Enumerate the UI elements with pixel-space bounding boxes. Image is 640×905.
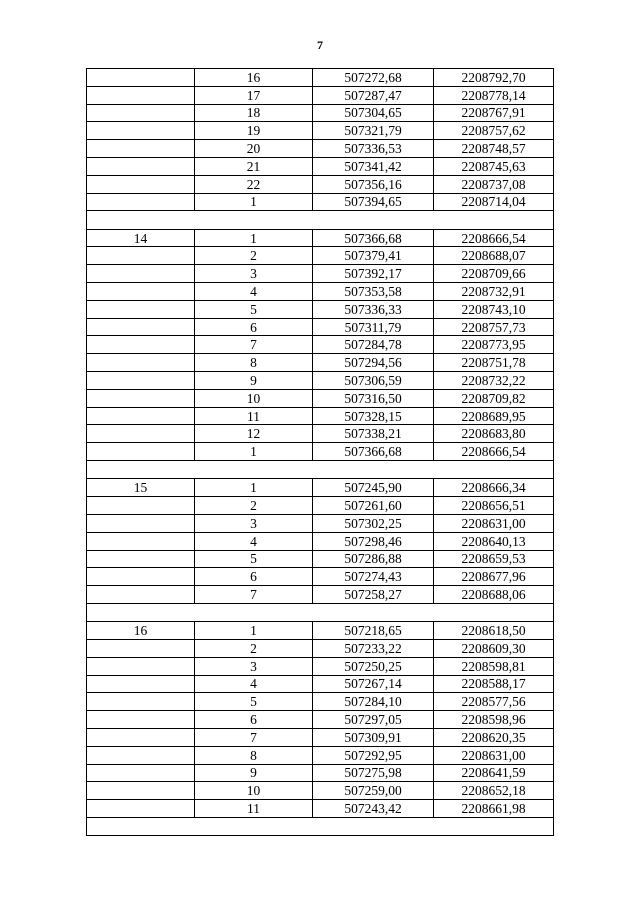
parcel-number-cell: [87, 532, 195, 550]
parcel-number-cell: [87, 372, 195, 390]
x-coordinate-cell: 507353,58: [313, 283, 434, 301]
parcel-number-cell: [87, 746, 195, 764]
y-coordinate-cell: 2208609,30: [434, 640, 554, 658]
point-number-cell: 16: [195, 69, 313, 87]
x-coordinate-cell: 507259,00: [313, 782, 434, 800]
x-coordinate-cell: 507316,50: [313, 389, 434, 407]
point-number-cell: 3: [195, 657, 313, 675]
x-coordinate-cell: 507328,15: [313, 407, 434, 425]
x-coordinate-cell: 507274,43: [313, 568, 434, 586]
table-row: [87, 354, 554, 372]
parcel-number-cell: [87, 693, 195, 711]
x-coordinate-cell: 507309,91: [313, 728, 434, 746]
point-number-cell: 20: [195, 140, 313, 158]
coordinates-table: [86, 68, 554, 836]
point-number-cell: 11: [195, 800, 313, 818]
table-row: [87, 675, 554, 693]
point-number-cell: 7: [195, 728, 313, 746]
x-coordinate-cell: 507311,79: [313, 318, 434, 336]
parcel-number-cell: 15: [87, 479, 195, 497]
table-row: [87, 389, 554, 407]
x-coordinate-cell: 507356,16: [313, 175, 434, 193]
parcel-number-cell: [87, 568, 195, 586]
table-row: [87, 622, 554, 640]
y-coordinate-cell: 2208577,56: [434, 693, 554, 711]
group-separator-row: [87, 603, 554, 621]
group-separator-row: [87, 461, 554, 479]
point-number-cell: 21: [195, 157, 313, 175]
x-coordinate-cell: 507250,25: [313, 657, 434, 675]
x-coordinate-cell: 507284,10: [313, 693, 434, 711]
parcel-number-cell: [87, 300, 195, 318]
x-coordinate-cell: 507392,17: [313, 265, 434, 283]
x-coordinate-cell: 507321,79: [313, 122, 434, 140]
x-coordinate-cell: 507272,68: [313, 69, 434, 87]
x-coordinate-cell: 507286,88: [313, 550, 434, 568]
x-coordinate-cell: 507294,56: [313, 354, 434, 372]
point-number-cell: 4: [195, 283, 313, 301]
point-number-cell: 6: [195, 318, 313, 336]
table-row: [87, 746, 554, 764]
point-number-cell: 7: [195, 336, 313, 354]
separator-cell: [87, 461, 554, 479]
y-coordinate-cell: 2208641,59: [434, 764, 554, 782]
y-coordinate-cell: 2208640,13: [434, 532, 554, 550]
page-number: 7: [317, 38, 323, 52]
x-coordinate-cell: 507336,53: [313, 140, 434, 158]
point-number-cell: 7: [195, 586, 313, 604]
x-coordinate-cell: 507292,95: [313, 746, 434, 764]
y-coordinate-cell: 2208666,34: [434, 479, 554, 497]
table-row: [87, 479, 554, 497]
point-number-cell: 8: [195, 354, 313, 372]
parcel-number-cell: [87, 514, 195, 532]
parcel-number-cell: [87, 122, 195, 140]
x-coordinate-cell: 507379,41: [313, 247, 434, 265]
table-row: [87, 728, 554, 746]
parcel-number-cell: [87, 425, 195, 443]
x-coordinate-cell: 507284,78: [313, 336, 434, 354]
parcel-number-cell: [87, 657, 195, 675]
x-coordinate-cell: 507218,65: [313, 622, 434, 640]
table-row: [87, 711, 554, 729]
separator-cell: [87, 211, 554, 229]
x-coordinate-cell: 507245,90: [313, 479, 434, 497]
table-row: [87, 283, 554, 301]
y-coordinate-cell: 2208666,54: [434, 443, 554, 461]
point-number-cell: 3: [195, 265, 313, 283]
y-coordinate-cell: 2208656,51: [434, 497, 554, 515]
point-number-cell: 1: [195, 193, 313, 211]
x-coordinate-cell: 507275,98: [313, 764, 434, 782]
y-coordinate-cell: 2208666,54: [434, 229, 554, 247]
table-row: [87, 157, 554, 175]
y-coordinate-cell: 2208620,35: [434, 728, 554, 746]
point-number-cell: 1: [195, 622, 313, 640]
point-number-cell: 9: [195, 372, 313, 390]
y-coordinate-cell: 2208688,06: [434, 586, 554, 604]
x-coordinate-cell: 507287,47: [313, 86, 434, 104]
parcel-number-cell: [87, 86, 195, 104]
table-row: [87, 336, 554, 354]
point-number-cell: 1: [195, 443, 313, 461]
table-row: [87, 568, 554, 586]
y-coordinate-cell: 2208618,50: [434, 622, 554, 640]
point-number-cell: 2: [195, 640, 313, 658]
table-row: [87, 318, 554, 336]
y-coordinate-cell: 2208743,10: [434, 300, 554, 318]
y-coordinate-cell: 2208757,73: [434, 318, 554, 336]
point-number-cell: 5: [195, 693, 313, 711]
y-coordinate-cell: 2208683,80: [434, 425, 554, 443]
parcel-number-cell: [87, 443, 195, 461]
y-coordinate-cell: 2208709,66: [434, 265, 554, 283]
x-coordinate-cell: 507366,68: [313, 443, 434, 461]
y-coordinate-cell: 2208689,95: [434, 407, 554, 425]
table-row: [87, 229, 554, 247]
group-separator-row: [87, 211, 554, 229]
y-coordinate-cell: 2208745,63: [434, 157, 554, 175]
y-coordinate-cell: 2208661,98: [434, 800, 554, 818]
parcel-number-cell: 16: [87, 622, 195, 640]
y-coordinate-cell: 2208757,62: [434, 122, 554, 140]
point-number-cell: 4: [195, 532, 313, 550]
table-row: [87, 693, 554, 711]
table-row: [87, 193, 554, 211]
point-number-cell: 6: [195, 711, 313, 729]
table-row: [87, 265, 554, 283]
parcel-number-cell: [87, 318, 195, 336]
point-number-cell: 2: [195, 247, 313, 265]
parcel-number-cell: [87, 354, 195, 372]
parcel-number-cell: [87, 764, 195, 782]
point-number-cell: 6: [195, 568, 313, 586]
y-coordinate-cell: 2208709,82: [434, 389, 554, 407]
x-coordinate-cell: 507304,65: [313, 104, 434, 122]
y-coordinate-cell: 2208631,00: [434, 746, 554, 764]
table-row: [87, 782, 554, 800]
table-row: [87, 497, 554, 515]
point-number-cell: 17: [195, 86, 313, 104]
point-number-cell: 11: [195, 407, 313, 425]
parcel-number-cell: [87, 389, 195, 407]
table-row: [87, 443, 554, 461]
separator-cell: [87, 603, 554, 621]
table-row: [87, 640, 554, 658]
table-row: [87, 122, 554, 140]
parcel-number-cell: [87, 265, 195, 283]
table-row: [87, 175, 554, 193]
point-number-cell: 1: [195, 479, 313, 497]
x-coordinate-cell: 507338,21: [313, 425, 434, 443]
parcel-number-cell: [87, 550, 195, 568]
table-row: [87, 800, 554, 818]
y-coordinate-cell: 2208767,91: [434, 104, 554, 122]
point-number-cell: 8: [195, 746, 313, 764]
x-coordinate-cell: 507297,05: [313, 711, 434, 729]
y-coordinate-cell: 2208598,96: [434, 711, 554, 729]
table-row: [87, 657, 554, 675]
x-coordinate-cell: 507267,14: [313, 675, 434, 693]
x-coordinate-cell: 507394,65: [313, 193, 434, 211]
table-row: [87, 586, 554, 604]
parcel-number-cell: [87, 104, 195, 122]
point-number-cell: 10: [195, 389, 313, 407]
table-row: [87, 514, 554, 532]
x-coordinate-cell: 507233,22: [313, 640, 434, 658]
x-coordinate-cell: 507258,27: [313, 586, 434, 604]
point-number-cell: 18: [195, 104, 313, 122]
parcel-number-cell: [87, 711, 195, 729]
y-coordinate-cell: 2208688,07: [434, 247, 554, 265]
y-coordinate-cell: 2208732,22: [434, 372, 554, 390]
y-coordinate-cell: 2208737,08: [434, 175, 554, 193]
y-coordinate-cell: 2208588,17: [434, 675, 554, 693]
coordinates-table-body: [87, 69, 554, 836]
y-coordinate-cell: 2208773,95: [434, 336, 554, 354]
parcel-number-cell: [87, 497, 195, 515]
parcel-number-cell: [87, 247, 195, 265]
parcel-number-cell: [87, 800, 195, 818]
y-coordinate-cell: 2208598,81: [434, 657, 554, 675]
point-number-cell: 5: [195, 550, 313, 568]
table-row: [87, 532, 554, 550]
parcel-number-cell: [87, 283, 195, 301]
point-number-cell: 5: [195, 300, 313, 318]
table-row: [87, 372, 554, 390]
point-number-cell: 22: [195, 175, 313, 193]
y-coordinate-cell: 2208732,91: [434, 283, 554, 301]
point-number-cell: 10: [195, 782, 313, 800]
y-coordinate-cell: 2208652,18: [434, 782, 554, 800]
y-coordinate-cell: 2208792,70: [434, 69, 554, 87]
parcel-number-cell: [87, 728, 195, 746]
x-coordinate-cell: 507336,33: [313, 300, 434, 318]
y-coordinate-cell: 2208714,04: [434, 193, 554, 211]
parcel-number-cell: [87, 157, 195, 175]
x-coordinate-cell: 507366,68: [313, 229, 434, 247]
point-number-cell: 3: [195, 514, 313, 532]
parcel-number-cell: 14: [87, 229, 195, 247]
table-row: [87, 247, 554, 265]
parcel-number-cell: [87, 407, 195, 425]
y-coordinate-cell: 2208677,96: [434, 568, 554, 586]
parcel-number-cell: [87, 675, 195, 693]
table-row: [87, 764, 554, 782]
point-number-cell: 1: [195, 229, 313, 247]
point-number-cell: 2: [195, 497, 313, 515]
table-row: [87, 425, 554, 443]
parcel-number-cell: [87, 640, 195, 658]
point-number-cell: 12: [195, 425, 313, 443]
point-number-cell: 9: [195, 764, 313, 782]
point-number-cell: 4: [195, 675, 313, 693]
parcel-number-cell: [87, 336, 195, 354]
x-coordinate-cell: 507243,42: [313, 800, 434, 818]
table-row: [87, 550, 554, 568]
parcel-number-cell: [87, 782, 195, 800]
x-coordinate-cell: 507341,42: [313, 157, 434, 175]
y-coordinate-cell: 2208659,53: [434, 550, 554, 568]
x-coordinate-cell: 507306,59: [313, 372, 434, 390]
separator-cell: [87, 817, 554, 835]
y-coordinate-cell: 2208748,57: [434, 140, 554, 158]
group-separator-row: [87, 817, 554, 835]
table-row: [87, 69, 554, 87]
table-row: [87, 407, 554, 425]
y-coordinate-cell: 2208751,78: [434, 354, 554, 372]
x-coordinate-cell: 507261,60: [313, 497, 434, 515]
y-coordinate-cell: 2208778,14: [434, 86, 554, 104]
parcel-number-cell: [87, 69, 195, 87]
parcel-number-cell: [87, 586, 195, 604]
table-row: [87, 86, 554, 104]
parcel-number-cell: [87, 193, 195, 211]
x-coordinate-cell: 507302,25: [313, 514, 434, 532]
parcel-number-cell: [87, 140, 195, 158]
x-coordinate-cell: 507298,46: [313, 532, 434, 550]
table-row: [87, 140, 554, 158]
table-row: [87, 104, 554, 122]
table-row: [87, 300, 554, 318]
y-coordinate-cell: 2208631,00: [434, 514, 554, 532]
point-number-cell: 19: [195, 122, 313, 140]
parcel-number-cell: [87, 175, 195, 193]
